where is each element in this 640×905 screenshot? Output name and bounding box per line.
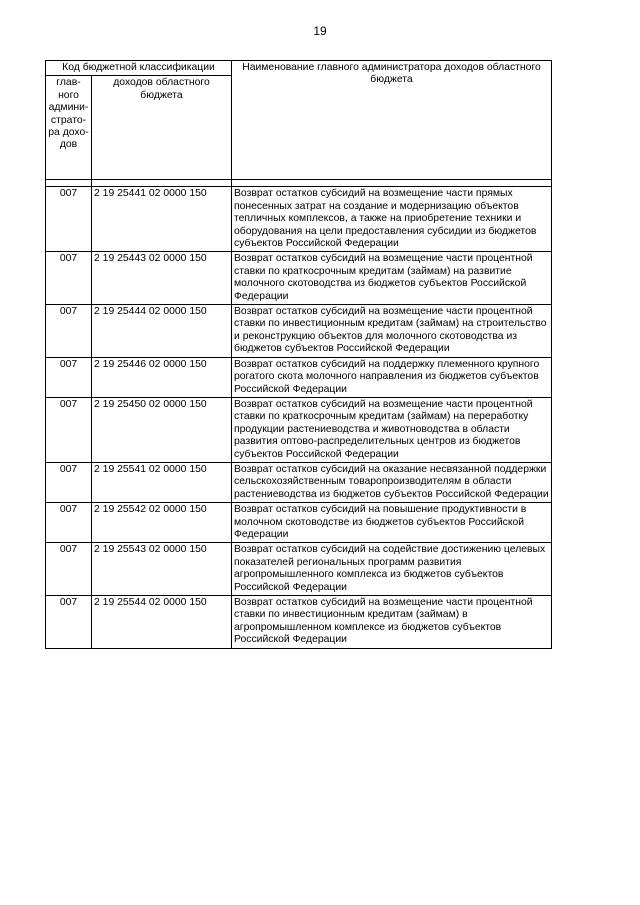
- row-admin-code: 007: [46, 305, 92, 358]
- row-budget-code: 2 19 25542 02 0000 150: [92, 503, 232, 543]
- row-revenue-name: Возврат остатков субсидий на поддержку племенного крупного рогатого скота молочного направления из бюджетов субъектов Российской Федерации: [232, 357, 552, 397]
- row-admin-code: 007: [46, 252, 92, 305]
- row-admin-code: 007: [46, 357, 92, 397]
- table-body: [46, 187, 552, 648]
- row-budget-code: 2 19 25541 02 0000 150: [92, 462, 232, 502]
- row-admin-code: 007: [46, 397, 92, 462]
- row-revenue-name: Возврат остатков субсидий на возмещение части процентной ставки по краткосрочным кредитам (займам) на развитие молочного скотоводства из бюджетов субъектов Российской Федерации: [232, 252, 552, 305]
- table-row: [46, 252, 552, 305]
- header-spacer-row: [46, 180, 552, 187]
- table-row: [46, 503, 552, 543]
- row-budget-code: 2 19 25446 02 0000 150: [92, 357, 232, 397]
- row-budget-code: 2 19 25444 02 0000 150: [92, 305, 232, 358]
- row-budget-code: 2 19 25441 02 0000 150: [92, 187, 232, 252]
- row-admin-code: 007: [46, 596, 92, 649]
- header-regional-budget-revenue: доходов областного бюджета: [92, 76, 232, 180]
- row-revenue-name: Возврат остатков субсидий на возмещение части прямых понесенных затрат на создание и модернизацию объектов тепличных комплексов, а также на приобретение техники и оборудования на цели предоставления субсидии из бюджетов субъектов Российской Федерации: [232, 187, 552, 252]
- row-budget-code: 2 19 25450 02 0000 150: [92, 397, 232, 462]
- row-admin-code: 007: [46, 503, 92, 543]
- table-row: [46, 357, 552, 397]
- row-budget-code: 2 19 25443 02 0000 150: [92, 252, 232, 305]
- row-admin-code: 007: [46, 187, 92, 252]
- table-row: [46, 596, 552, 649]
- table-row: [46, 305, 552, 358]
- row-revenue-name: Возврат остатков субсидий на оказание несвязанной поддержки сельскохозяйственным товаропроизводителям в области растениеводства из бюджетов субъектов Российской Федерации: [232, 462, 552, 502]
- row-revenue-name: Возврат остатков субсидий на возмещение части процентной ставки по инвестиционным кредитам (займам) в агропромышленном комплексе из бюджетов субъектов Российской Федерации: [232, 596, 552, 649]
- row-budget-code: 2 19 25544 02 0000 150: [92, 596, 232, 649]
- page-number: 19: [313, 24, 327, 38]
- table-row: [46, 187, 552, 252]
- table-row: [46, 397, 552, 462]
- header-budget-classification-code: Код бюджетной классификации: [46, 61, 232, 76]
- table-row: [46, 543, 552, 596]
- row-revenue-name: Возврат остатков субсидий на возмещение части процентной ставки по краткосрочным кредитам (займам) на переработку продукции растениеводства и животноводства в области развития оптово-распределительных центров из бюджетов субъектов Российской Федерации: [232, 397, 552, 462]
- header-chief-administrator: глав-ного админи-страто-ра дохо-дов: [46, 76, 92, 180]
- row-admin-code: 007: [46, 543, 92, 596]
- row-admin-code: 007: [46, 462, 92, 502]
- row-revenue-name: Возврат остатков субсидий на возмещение части процентной ставки по инвестиционным кредитам (займам) на строительство и реконструкцию объектов для молочного скотоводства из бюджетов субъектов Российской Федерации: [232, 305, 552, 358]
- row-revenue-name: Возврат остатков субсидий на повышение продуктивности в молочном скотоводстве из бюджетов субъектов Российской Федерации: [232, 503, 552, 543]
- table-header: [46, 61, 552, 187]
- row-budget-code: 2 19 25543 02 0000 150: [92, 543, 232, 596]
- table-row: [46, 462, 552, 502]
- budget-classification-table: [45, 60, 552, 649]
- row-revenue-name: Возврат остатков субсидий на содействие достижению целевых показателей региональных программ развития агропромышленного комплекса из бюджетов субъектов Российской Федерации: [232, 543, 552, 596]
- header-administrator-name: Наименование главного администратора доходов областного бюджета: [232, 61, 552, 180]
